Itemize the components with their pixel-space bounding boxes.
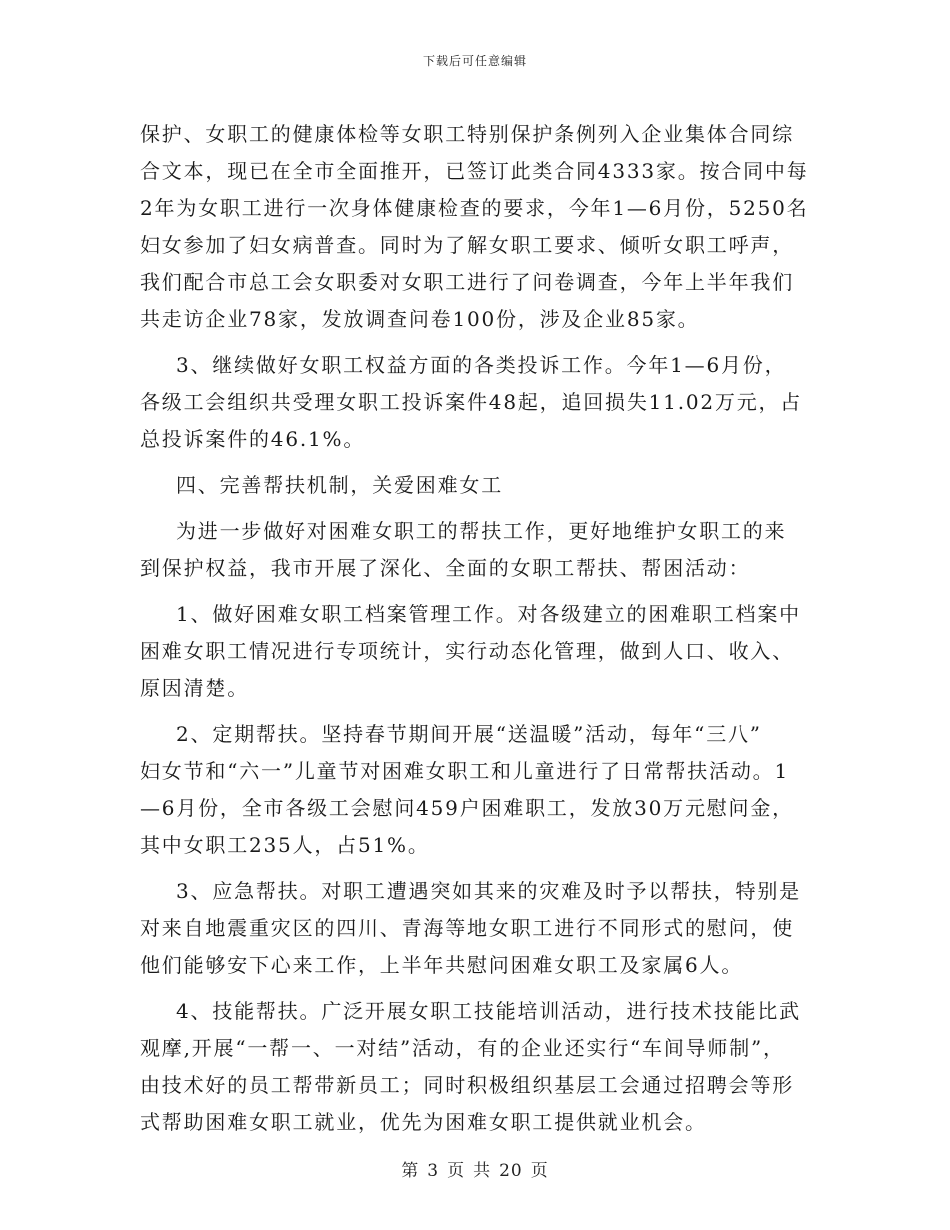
body-line: 合文本，现已在全市全面推开，已签订此类合同4333家。按合同中每 [140, 159, 809, 183]
section-heading: 四、完善帮扶机制，关爱困难女工 [176, 473, 503, 497]
current-page-number: 3 [427, 1161, 440, 1181]
body-line: 观摩,开展“一帮一、一对结”活动，有的企业还实行“车间导师制”， [140, 1036, 785, 1060]
footer-page-unit: 页 [447, 1161, 466, 1181]
page-header: 下载后可任意编辑 [422, 54, 527, 68]
body-line: 各级工会组织共受理女职工投诉案件48起，追回损失11.02万元，占 [140, 390, 803, 414]
body-line: 我们配合市总工会女职委对女职工进行了问卷调查，今年上半年我们 [140, 270, 794, 294]
footer-prefix: 第 [401, 1161, 420, 1181]
body-line: 共走访企业78家，发放调查问卷100份，涉及企业85家。 [140, 307, 700, 331]
paragraph-start-line: 3、应急帮扶。对职工遭遇突如其来的灾难及时予以帮扶，特别是 [176, 879, 801, 903]
footer-total-unit: 页 [530, 1161, 549, 1181]
paragraph-start-line: 2、定期帮扶。坚持春节期间开展“送温暖”活动，每年“三八” [176, 722, 762, 746]
body-line: 原因清楚。 [140, 676, 249, 700]
paragraph-start-line: 为进一步做好对困难女职工的帮扶工作，更好地维护女职工的来 [176, 519, 787, 543]
total-page-count: 20 [499, 1161, 523, 1181]
body-line: 妇女参加了妇女病普查。同时为了解女职工要求、倾听女职工呼声， [140, 233, 794, 257]
paragraph-start-line: 1、做好困难女职工档案管理工作。对各级建立的困难职工档案中 [176, 602, 801, 626]
body-line: 由技术好的员工帮带新员工；同时积极组织基层工会通过招聘会等形 [140, 1073, 794, 1097]
body-line: 式帮助困难女职工就业，优先为困难女职工提供就业机会。 [140, 1110, 707, 1134]
footer-total-prefix: 共 [473, 1161, 492, 1181]
body-line: 保护、女职工的健康体检等女职工特别保护条例列入企业集体合同综 [140, 122, 794, 146]
body-line: 到保护权益，我市开展了深化、全面的女职工帮扶、帮困活动： [140, 556, 751, 580]
body-line: 对来自地震重灾区的四川、青海等地女职工进行不同形式的慰问，使 [140, 916, 794, 940]
body-line: 2年为女职工进行一次身体健康检查的要求，今年1—6月份，5250名 [140, 196, 809, 220]
body-line: 困难女职工情况进行专项统计，实行动态化管理，做到人口、收入、 [140, 639, 794, 663]
body-line: 总投诉案件的46.1%。 [140, 427, 366, 451]
body-line: 他们能够安下心来工作，上半年共慰问困难女职工及家属6人。 [140, 953, 744, 977]
body-line: 其中女职工235人，占51%。 [140, 833, 430, 857]
document-body [140, 116, 820, 1141]
page-footer [0, 1156, 950, 1181]
paragraph-start-line: 4、技能帮扶。广泛开展女职工技能培训活动，进行技术技能比武 [176, 999, 801, 1023]
body-line: —6月份，全市各级工会慰问459户困难职工，发放30万元慰问金， [140, 796, 794, 820]
body-line: 妇女节和“六一”儿童节对困难女职工和儿童进行了日常帮扶活动。1 [140, 759, 789, 783]
paragraph-start-line: 3、继续做好女职工权益方面的各类投诉工作。今年1—6月份， [176, 353, 787, 377]
